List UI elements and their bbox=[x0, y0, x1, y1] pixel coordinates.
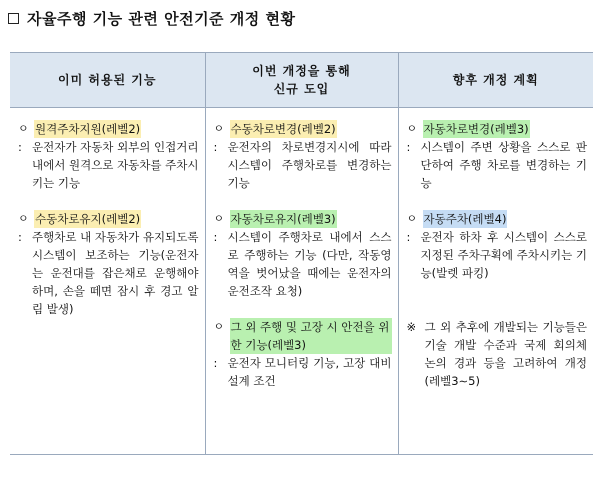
item-label: 수동차로유지(레벨2) bbox=[35, 212, 141, 226]
document-title bbox=[8, 6, 295, 30]
column-allowed bbox=[10, 108, 205, 455]
content-row bbox=[10, 108, 593, 455]
header-future: 향후 개정 계획 bbox=[398, 53, 593, 108]
item-label: 수동차로변경(레벨2) bbox=[230, 122, 336, 136]
item-description: 운전자 하차 후 시스템이 스스로 지정된 주차구획에 주차시키는 기능(발렛 파킹) bbox=[420, 230, 587, 280]
list-item: ㅇ 자동차로변경(레벨3) : 시스템이 주변 상황을 스스로 판단하여 주행 차로를 변경하는 기능 bbox=[406, 122, 587, 190]
title-text: 자율주행 기능 관련 안전기준 개정 현황 bbox=[27, 9, 296, 28]
item-label: 자동차로유지(레벨3) bbox=[230, 212, 336, 226]
header-new: 이번 개정을 통해 신규 도입 bbox=[205, 53, 398, 108]
header-allowed: 이미 허용된 기능 bbox=[10, 53, 205, 108]
item-label: 자동주차(레벨4) bbox=[423, 212, 507, 226]
item-label: 원격주차지원(레벨2) bbox=[35, 122, 141, 136]
checkbox-square-icon bbox=[8, 13, 19, 24]
column-future bbox=[398, 108, 593, 455]
future-note bbox=[407, 318, 588, 390]
item-description: 운전자의 차로변경지시에 따라 시스템이 주행차로를 변경하는 기능 bbox=[227, 140, 392, 190]
item-description: 주행차로 내 자동차가 유지되도록 시스템이 보조하는 기능(운전자는 운전대를 잡은채로 운행해야 하며, 손을 떼면 잠시 후 경고 알림 발생) bbox=[32, 230, 199, 316]
item-label: 그 외 주행 및 고장 시 안전을 위한 기능(레벨3) bbox=[230, 318, 392, 354]
list-item: ㅇ 그 외 주행 및 고장 시 안전을 위한 기능(레벨3) : 운전자 모니터링 기능, 고장 대비 설계 조건 bbox=[213, 320, 392, 388]
safety-standards-table bbox=[10, 52, 593, 455]
list-item: ㅇ 자동주차(레벨4) : 운전자 하차 후 시스템이 스스로 지정된 주차구획에 주차시키는 기능(발렛 파킹) bbox=[406, 212, 587, 280]
header-row bbox=[10, 53, 593, 108]
item-description: 시스템이 주행차로 내에서 스스로 주행하는 기능 (다만, 작동영역을 벗어났을 때에는 운전자의 운전조작 요청) bbox=[227, 230, 392, 298]
note-text: 그 외 추후에 개발되는 기능들은 기술 개발 수준과 국제 회의체 논의 경과 등을 고려하여 개정(레벨3∼5) bbox=[424, 320, 587, 388]
list-item: ㅇ 수동차로변경(레벨2) : 운전자의 차로변경지시에 따라 시스템이 주행차로를 변경하는 기능 bbox=[213, 122, 392, 190]
item-label: 자동차로변경(레벨3) bbox=[423, 122, 529, 136]
item-description: 시스템이 주변 상황을 스스로 판단하여 주행 차로를 변경하는 기능 bbox=[420, 140, 587, 190]
item-description: 운전자가 자동차 외부의 인접거리 내에서 원격으로 자동차를 주차시키는 기능 bbox=[32, 140, 199, 190]
reference-mark-icon: ※ bbox=[406, 320, 417, 334]
column-new bbox=[205, 108, 398, 455]
list-item: ㅇ 자동차로유지(레벨3) : 시스템이 주행차로 내에서 스스로 주행하는 기능 (다만, 작동영역을 벗어났을 때에는 운전자의 운전조작 요청) bbox=[213, 212, 392, 298]
list-item: ㅇ 원격주차지원(레벨2) : 운전자가 자동차 외부의 인접거리 내에서 원격으로 자동차를 주차시키는 기능 bbox=[18, 122, 199, 190]
item-description: 운전자 모니터링 기능, 고장 대비 설계 조건 bbox=[227, 356, 392, 388]
list-item: ㅇ 수동차로유지(레벨2) : 주행차로 내 자동차가 유지되도록 시스템이 보조하는 기능(운전자는 운전대를 잡은채로 운행해야 하며, 손을 떼면 잠시 후 경고 알림 발생) bbox=[18, 212, 199, 316]
